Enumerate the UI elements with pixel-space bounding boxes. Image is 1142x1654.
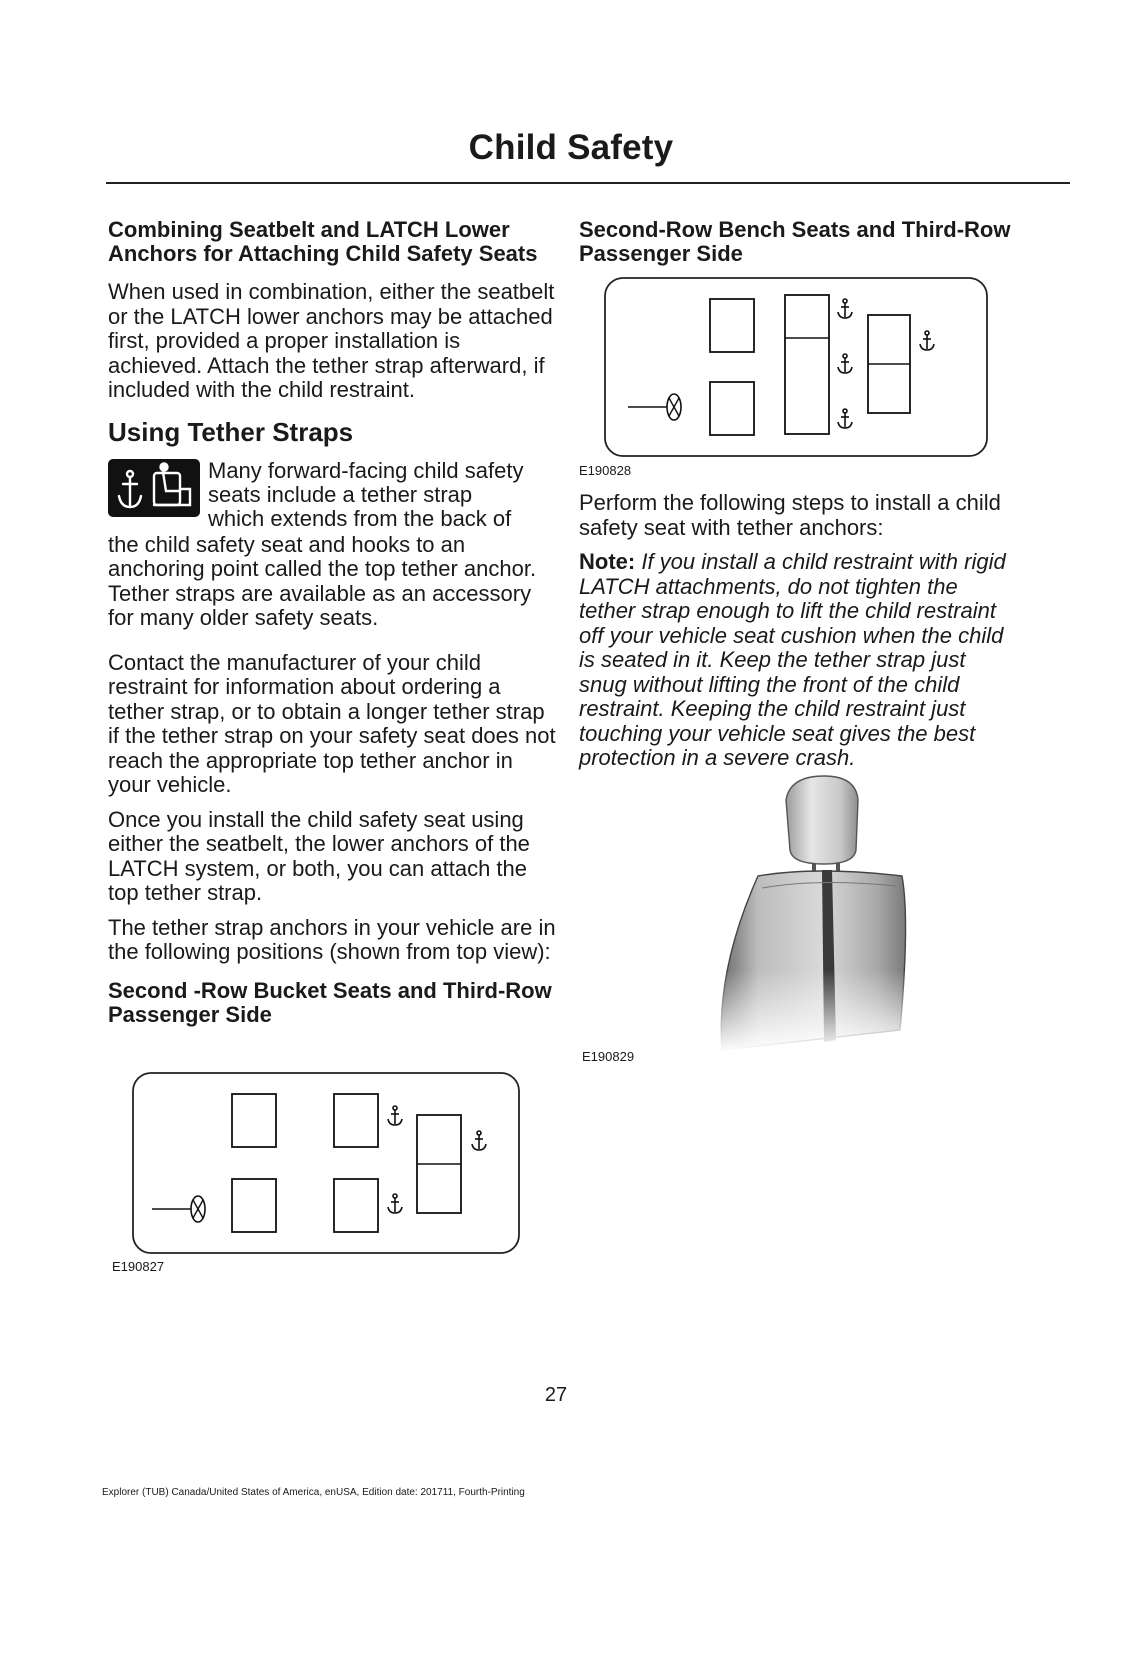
second-row-left-bucket-seat: [334, 1179, 378, 1232]
heading-bench-seats: Second-Row Bench Seats and Third-Row Passenger Side: [579, 217, 1011, 266]
tether-intro-line-2: seats include a tether strap: [208, 481, 473, 507]
driver-seat: [232, 1179, 276, 1232]
figure-label-e190828: E190828: [579, 463, 632, 478]
page-number: 27: [544, 1384, 568, 1406]
headrest: [786, 776, 858, 864]
heading-using-tether-straps: Using Tether Straps: [108, 416, 354, 447]
tether-intro-line-3: which extends from the back of: [208, 505, 512, 531]
right-column: [579, 218, 1019, 266]
paragraph-perform-steps: Perform the following steps to install a child safety seat with tether anchors:: [579, 490, 1001, 540]
second-row-right-bucket-seat: [334, 1094, 378, 1147]
tether-anchor-child-seat-icon: [108, 459, 200, 517]
note-paragraph: [579, 550, 1019, 771]
note-label: Note:: [579, 549, 636, 574]
heading-bucket-seats: Second -Row Bucket Seats and Third-Row Passenger Side: [108, 977, 552, 1027]
edition-footer: Explorer (TUB) Canada/United States of America, enUSA, Edition date: 201711, Fourth-Printing: [102, 1487, 525, 1498]
note-text: If you install a child restraint with rigid LATCH attachments, do not tighten the tether strap enough to lift the child restraint off your vehicle seat cushion when the child is seated in it. Keep the tether strap just snug without lifting the front of the child restraint. Keeping the child restraint just touching your vehicle seat gives the best protection in a severe crash.: [579, 549, 1006, 770]
paragraph-install-seat: Once you install the child safety seat using either the seatbelt, the lower anchors of the LATCH system, or both, you can attach the top tether strap.: [108, 806, 530, 905]
paragraph-contact-manufacturer: Contact the manufacturer of your child restraint for information about ordering a tether strap, or to obtain a longer tether strap if the tether strap on your safety seat does not reach the appropriate top tether anchor in your vehicle.: [108, 649, 556, 797]
figure-label-e190829: E190829: [582, 1049, 635, 1064]
left-column: [108, 218, 558, 1027]
title-divider: [106, 182, 1070, 184]
seat-headrest-illustration: [706, 770, 918, 1052]
second-row-bench-seat: [785, 295, 829, 434]
front-passenger-seat: [232, 1094, 276, 1147]
paragraph-tether-straps: the child safety seat and hooks to an anchoring point called the top tether anchor. Tether straps are available as an accessory for many older safety seats.: [108, 531, 537, 630]
driver-seat: [710, 382, 754, 435]
bench-seats-diagram: [604, 277, 990, 459]
right-column-text: [579, 491, 1019, 771]
paragraph-anchor-positions: The tether strap anchors in your vehicle are in the following positions (shown from top view):: [108, 914, 556, 964]
figure-label-e190827: E190827: [112, 1259, 165, 1274]
front-passenger-seat: [710, 299, 754, 352]
bucket-seats-diagram: [132, 1072, 522, 1256]
page-title: Child Safety: [468, 128, 674, 167]
heading-combining: Combining Seatbelt and LATCH Lower Anchors for Attaching Child Safety Seats: [108, 217, 538, 266]
tether-intro-line-1: Many forward-facing child safety: [208, 457, 524, 483]
paragraph-combining: When used in combination, either the seatbelt or the LATCH lower anchors may be attached first, provided a proper installation is achieved. Attach the tether strap afterward, if included with the child restraint.: [108, 279, 555, 402]
